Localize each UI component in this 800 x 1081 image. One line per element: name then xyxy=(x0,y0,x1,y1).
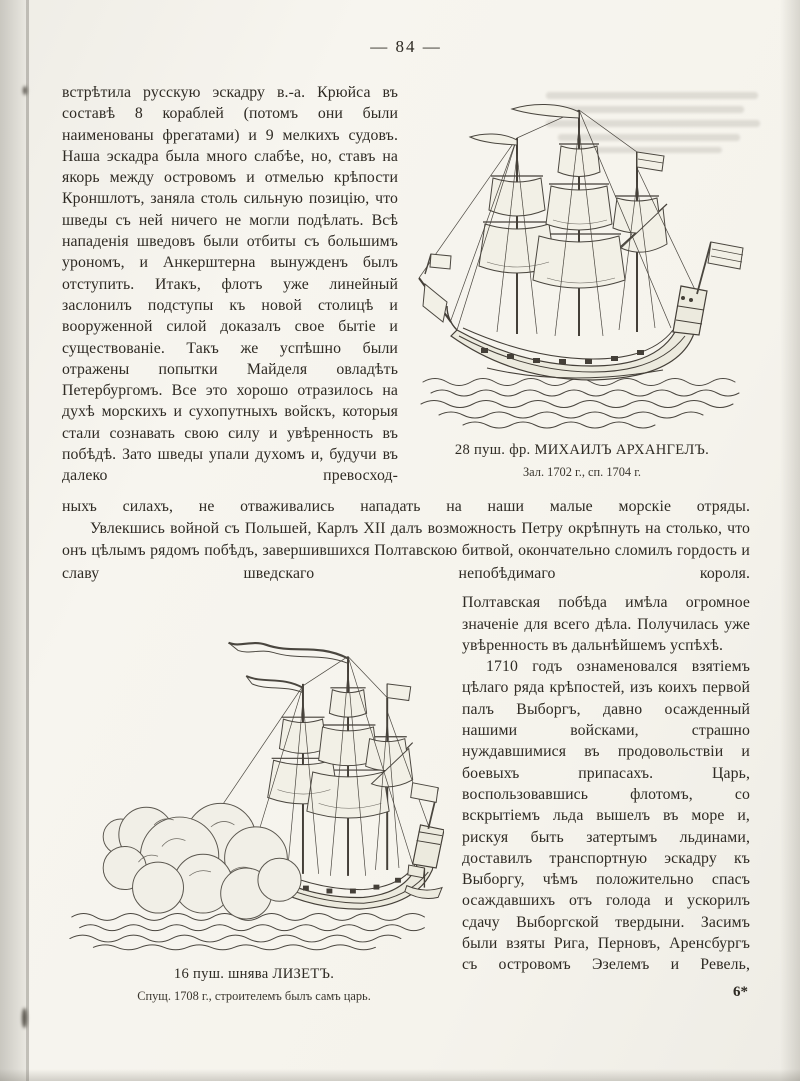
full-width-section xyxy=(62,496,750,586)
figure-caption-block xyxy=(62,965,446,1004)
figure-snow xyxy=(62,592,446,1004)
figure-frigate-subcaption: Зал. 1702 г., сп. 1704 г. xyxy=(522,465,642,479)
figure-frigate-caption: 28 пуш. фр. МИХАИЛЪ АРХАНГЕЛЪ. xyxy=(454,442,710,458)
mid-paragraph: Увлекшись войной съ Польшей, Карлъ XII далъ возможность Петру окрѣпнуть на столько, что онъ цѣлымъ рядомъ побѣдъ, завершившихся Полтавскою битвой, окончательно сломилъ гордость и славу шведскаго непобѣдимаго короля. xyxy=(62,520,750,582)
right-text-column xyxy=(462,592,750,1000)
top-section xyxy=(62,82,750,487)
scan-edge-bottom xyxy=(0,1069,800,1081)
left-column-paragraph: встрѣтила русскую эскадру в.-а. Крюйса въ составѣ 8 кораблей (потомъ они были наименованы фрегатами) и 9 мелкихъ судовъ. Наша эскадра была много слабѣе, но, ставъ на якорь между островомъ и отмелью крѣпости Кроншлотъ, заняла столь сильную позицію, что шведы съ ней ничего не могли подѣлать. Всѣ нападенія шведовъ были отбиты съ большимъ урономъ, и Анкерштерна вынужденъ былъ отступить. Итакъ, флотъ уже линейный заслонилъ подступы къ новой столицѣ и вооруженной силой доказалъ свое бытіе и существованіе. Такъ же успѣшно были отражены попытки Майделя овладѣть Петербургомъ. Все это хорошо отразилось на духѣ морскихъ и сухопутныхъ войскъ, которыя стали сознавать свою силу и увѣренность въ побѣдѣ. Зато шведы упали духомъ и, будучи въ далеко превосход- xyxy=(62,84,398,485)
scan-edge-line xyxy=(26,0,29,1081)
figure-frigate xyxy=(414,82,750,480)
snow-ship-engraving xyxy=(64,592,444,954)
page-number: — 84 — xyxy=(370,37,442,56)
scan-smudge xyxy=(22,1008,27,1028)
figure-caption-block xyxy=(414,441,750,480)
scan-edge-right xyxy=(780,0,800,1081)
scan-smudge xyxy=(23,86,27,95)
scan-edge-left xyxy=(0,0,26,1081)
figure-snow-subcaption: Спущ. 1708 г., строителемъ былъ самъ царь. xyxy=(137,989,371,1004)
right-column-paragraph-1: Полтавская побѣда имѣла огромное значеніе для всего дѣла. Получилась уже увѣренность въ дальнѣйшемъ успѣхѣ. xyxy=(462,594,750,654)
right-column-paragraph-2: 1710 годъ ознаменовался взятіемъ цѣлаго ряда крѣпостей, изъ коихъ первой палъ Выборгъ, давно осажденный нашими войсками, страшно нуждавшимися въ продовольствіи и боевыхъ припасахъ. Царь, воспользовавшись флотомъ, со вскрытіемъ льда вышелъ въ море и, рискуя быть затертымъ льдинами, доставилъ транспортную эскадру къ Выборгу, чѣмъ положительно спасъ осаждавшихъ отъ голода и ускорилъ сдачу Выборгской твердыни. Засимъ были взяты Рига, Перновъ, Аренсбургъ съ островомъ Эзелемъ и Ревель, xyxy=(462,658,750,974)
signature-mark: 6* xyxy=(733,983,748,1000)
bottom-section xyxy=(62,592,750,1004)
figure-snow-caption: 16 пуш. шнява ЛИЗЕТЪ. xyxy=(173,966,335,983)
frigate-ship-engraving xyxy=(417,82,747,430)
left-text-column xyxy=(62,82,398,487)
continuation-line: ныхъ силахъ, не отваживались нападать на наши малые морскіе отряды. xyxy=(62,497,750,515)
